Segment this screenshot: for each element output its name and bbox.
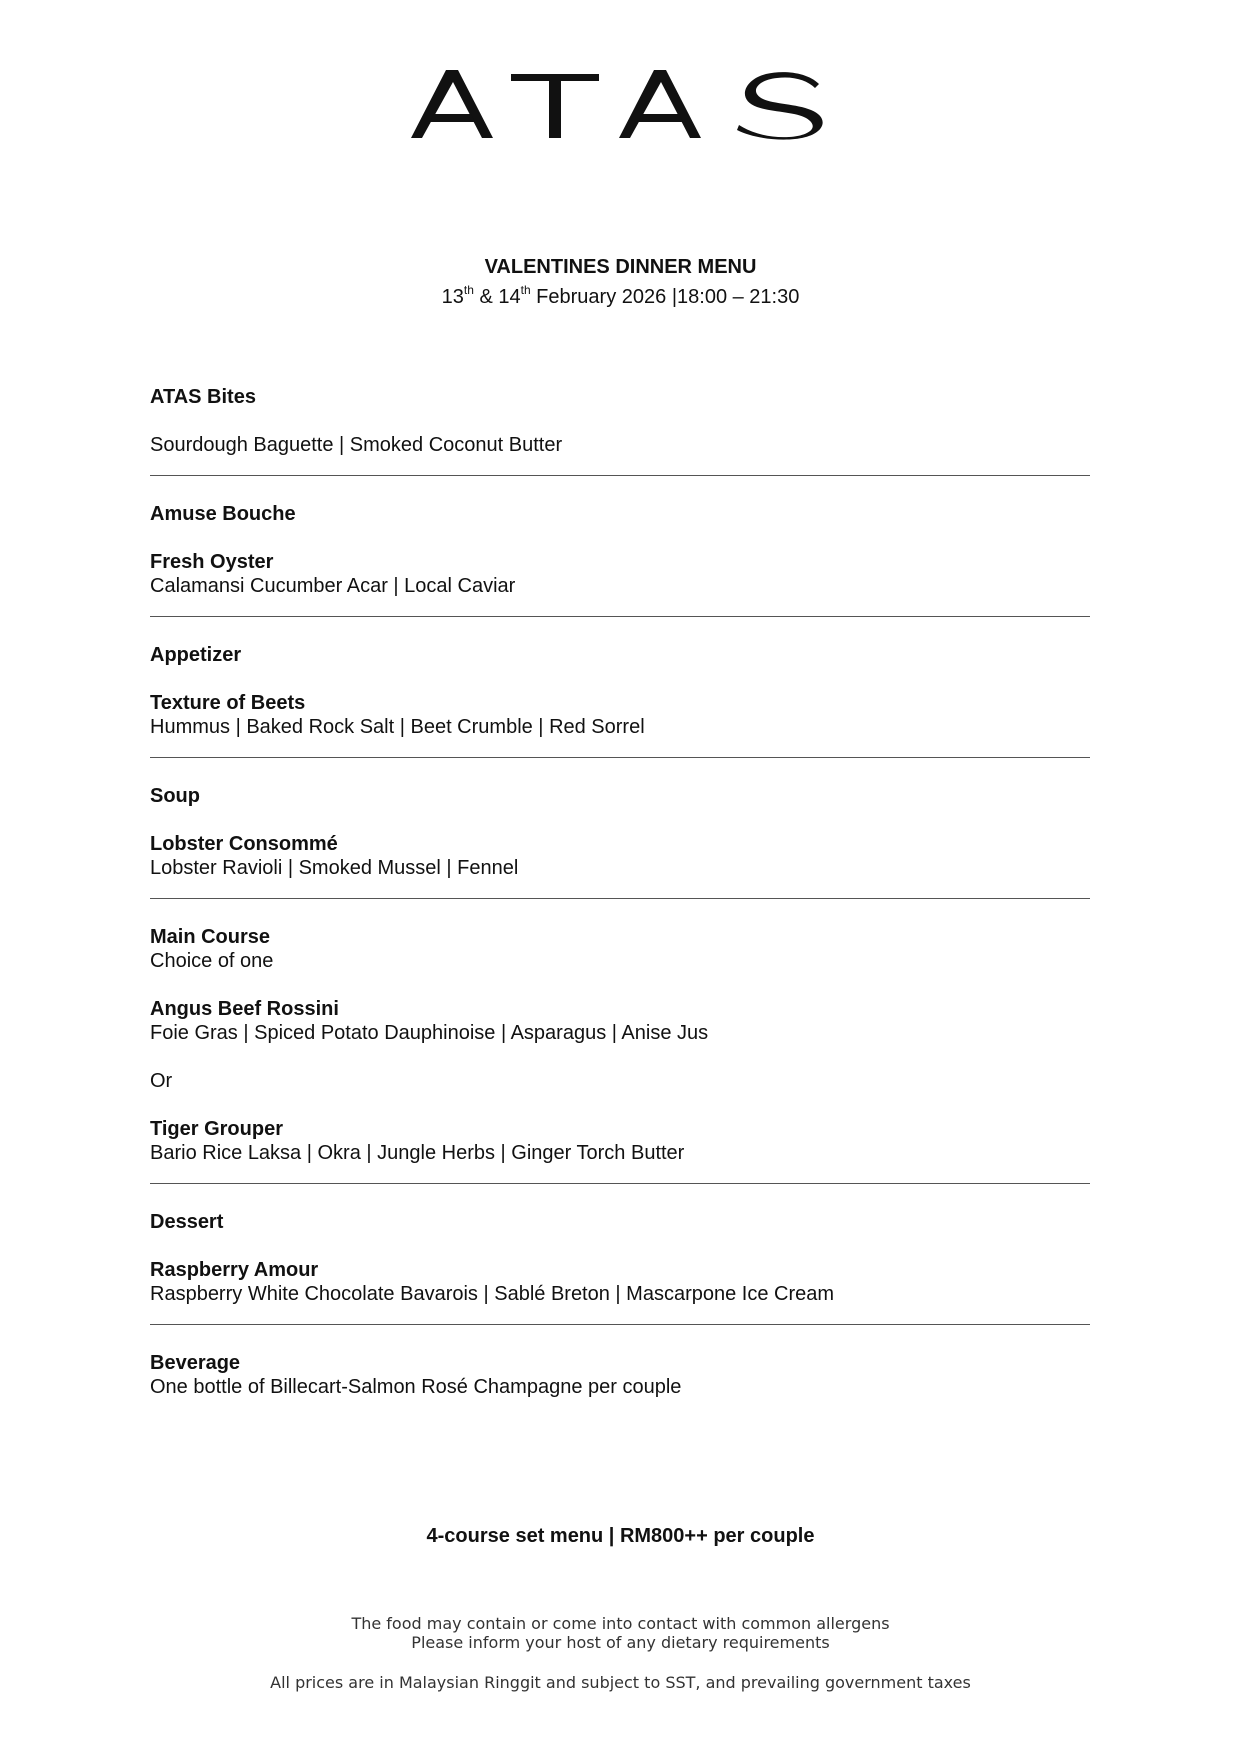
- dish-description: Hummus | Baked Rock Salt | Beet Crumble | Red Sorrel: [150, 716, 645, 738]
- menu-section: [150, 502, 1090, 617]
- price-line: 4-course set menu | RM800++ per couple: [426, 1525, 815, 1547]
- menu-section: [150, 643, 1090, 758]
- section-note: Choice of one: [150, 950, 274, 972]
- dish-description: Calamansi Cucumber Acar | Local Caviar: [150, 575, 516, 597]
- logo-text: [621, 140, 622, 141]
- dietary-note: Please inform your host of any dietary requirements: [411, 1633, 830, 1652]
- dish-name: Raspberry Amour: [150, 1259, 319, 1281]
- dish-name: Texture of Beets: [150, 692, 306, 714]
- atas-wordmark-graphic: [411, 70, 831, 140]
- menu-section: [150, 385, 1090, 476]
- dish-name: Angus Beef Rossini: [150, 998, 339, 1020]
- menu-title: VALENTINES DINNER MENU: [484, 256, 757, 278]
- dish-description: Bario Rice Laksa | Okra | Jungle Herbs | Ginger Torch Butter: [150, 1142, 685, 1164]
- section-title: ATAS Bites: [150, 386, 256, 408]
- section-title: Soup: [150, 785, 200, 807]
- atas-logo: [0, 70, 1241, 140]
- dish-description: Lobster Ravioli | Smoked Mussel | Fennel: [150, 857, 519, 879]
- allergen-note: The food may contain or come into contact with common allergens: [351, 1614, 890, 1633]
- dish-name: Tiger Grouper: [150, 1118, 283, 1140]
- section-title: Beverage: [150, 1352, 241, 1374]
- menu-section: [150, 1351, 1090, 1417]
- choice-separator: Or: [150, 1070, 173, 1092]
- section-title: Main Course: [150, 926, 271, 948]
- section-title: Appetizer: [150, 644, 242, 666]
- menu-section: [150, 925, 1090, 1184]
- dish-item: [150, 433, 1090, 457]
- dish-description: Sourdough Baguette | Smoked Coconut Butter: [150, 434, 563, 456]
- menu-header: [0, 252, 1241, 312]
- tax-note: All prices are in Malaysian Ringgit and subject to SST, and prevailing government taxes: [270, 1673, 971, 1692]
- dish-item: [150, 832, 1090, 880]
- dish-description: Foie Gras | Spiced Potato Dauphinoise | Asparagus | Anise Jus: [150, 1022, 709, 1044]
- menu-section: [150, 784, 1090, 899]
- section-note: One bottle of Billecart-Salmon Rosé Champagne per couple: [150, 1376, 682, 1398]
- footer-notes: [0, 1614, 1241, 1692]
- dish-name: Fresh Oyster: [150, 551, 274, 573]
- dish-item: [150, 1258, 1090, 1306]
- dish-item: [150, 691, 1090, 739]
- menu-sections: [150, 385, 1090, 1417]
- menu-section: [150, 1210, 1090, 1325]
- menu-date: 13th & 14th February 2026 |18:00 – 21:30: [441, 283, 800, 308]
- dish-item: [150, 1117, 1090, 1165]
- dish-item: [150, 997, 1090, 1045]
- dish-item: [150, 550, 1090, 598]
- section-title: Dessert: [150, 1211, 224, 1233]
- dish-description: Raspberry White Chocolate Bavarois | Sablé Breton | Mascarpone Ice Cream: [150, 1283, 835, 1305]
- section-title: Amuse Bouche: [150, 503, 296, 525]
- dish-name: Lobster Consommé: [150, 833, 338, 855]
